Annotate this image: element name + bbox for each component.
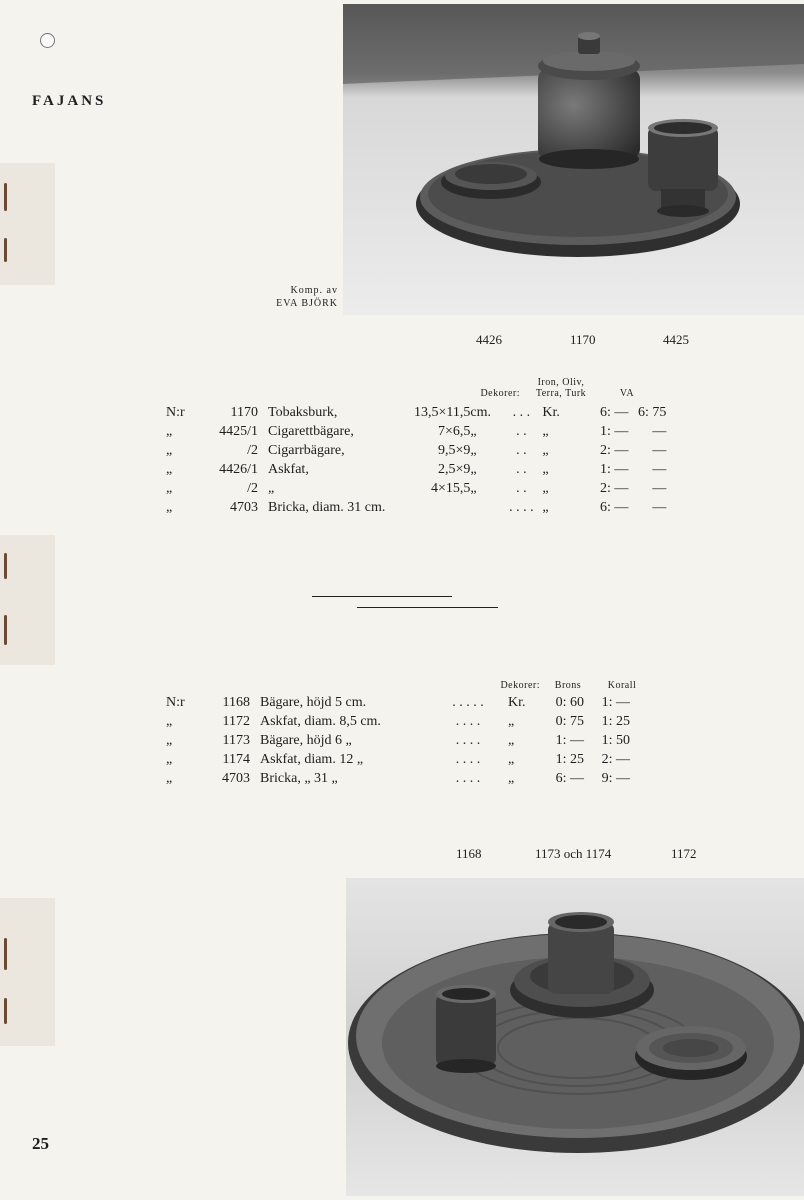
row-prefix: N:r [166,695,185,710]
price-decor-b: — [652,443,667,458]
leader-dots: . . . . [455,733,481,748]
price-decor-a: 0: 75 [555,714,584,729]
item-dimensions: 4×15,5 [431,481,471,496]
item-dimensions [385,497,470,516]
decor-header-a [522,377,600,399]
binding-mark [4,183,7,211]
dimension-unit: „ [470,424,477,439]
price-decor-a: 1: — [600,462,629,477]
item-name: Cigarrbägare, [268,443,345,458]
decor-header-b: Korall [607,680,637,691]
credit-line1: Komp. av [290,285,338,296]
binding-tab [0,535,55,665]
currency: „ [542,500,549,515]
row-prefix: „ [166,424,173,439]
leader-dots: . . [516,424,527,439]
leader-dots: . . . [512,405,531,420]
item-name: „ [268,481,275,496]
article-number: /2 [247,481,258,496]
top-product-photo [343,4,804,315]
dimension-unit: „ [470,443,477,458]
item-name: Bricka, diam. 31 cm. [268,500,386,515]
designer-credit [276,284,338,310]
bottom-photo-caption: 1172 [671,846,697,861]
currency: „ [542,481,549,496]
bottom-product-photo [346,878,804,1196]
price-decor-b: — [652,462,667,477]
price-decor-a: 0: 60 [555,695,584,710]
currency: „ [508,733,515,748]
leader-dots: . . [516,481,527,496]
dimension-unit: cm. [470,405,492,420]
table-row [166,730,630,749]
binding-mark [4,938,7,970]
price-table-1 [166,402,666,516]
row-prefix: „ [166,752,173,767]
decor-header-a: Brons [554,680,582,691]
row-prefix: „ [166,481,173,496]
article-number: 1172 [222,714,250,729]
item-dimensions: 13,5×11,5 [414,405,471,420]
decor-header-a-line1: Iron, Oliv, [537,377,585,388]
article-number: 1168 [222,695,250,710]
item-name: Cigarettbägare, [268,424,354,439]
table-row [166,692,630,711]
binding-tab [0,163,55,285]
binding-mark [4,998,7,1024]
currency: „ [542,462,549,477]
leader-dots: . . . . [455,771,481,786]
currency: Kr. [542,405,560,420]
article-number: 1170 [230,405,258,420]
price-decor-a: 6: — [600,500,629,515]
table-row [166,440,666,459]
top-photo-caption: 4426 [476,332,502,347]
price-decor-b: — [652,500,667,515]
decor-header-a-line2: Terra, Turk [535,388,587,399]
row-prefix: „ [166,500,173,515]
article-number: 4426/1 [219,462,258,477]
price-decor-a: 1: 25 [555,752,584,767]
table-row [166,768,630,787]
item-name: Bricka, „ 31 „ [260,771,338,786]
page-heading: FAJANS [32,93,107,109]
price-decor-b: — [652,481,667,496]
table-row [166,497,666,516]
price-decor-b: 9: — [601,771,630,786]
currency: „ [542,424,549,439]
dimension-unit [470,497,500,516]
item-name: Bägare, höjd 5 cm. [260,695,367,710]
price-decor-b: — [652,424,667,439]
credit-line2: EVA BJÖRK [276,298,338,309]
decor-header-b: VA [619,388,635,399]
row-prefix: „ [166,443,173,458]
dekorer-label: Dekorer: [500,680,540,691]
table-row [166,711,630,730]
leader-dots: . . . . [509,500,534,515]
row-prefix: N:r [166,405,185,420]
binding-mark [4,553,7,579]
price-decor-a: 1: — [555,733,584,748]
punch-hole [40,33,55,48]
price-decor-a: 1: — [600,424,629,439]
item-name: Askfat, diam. 12 „ [260,752,364,767]
currency: „ [542,443,549,458]
table-row [166,421,666,440]
leader-dots: . . . . [455,752,481,767]
row-prefix: „ [166,771,173,786]
currency: „ [508,771,515,786]
price-decor-a: 2: — [600,481,629,496]
row-prefix: „ [166,733,173,748]
price-decor-b: 2: — [601,752,630,767]
article-number: 4703 [230,500,258,515]
dimension-unit: „ [470,481,477,496]
leader-dots: . . [516,462,527,477]
price-table-2 [166,692,630,787]
price-decor-b: 1: — [601,695,630,710]
price-decor-a: 6: — [555,771,584,786]
item-name: Tobaksburk, [268,405,338,420]
dimension-unit: „ [470,462,477,477]
article-number: 1173 [222,733,250,748]
binding-mark [4,615,7,645]
item-dimensions: 9,5×9 [438,443,471,458]
table-row [166,459,666,478]
separator-rule [312,596,452,597]
article-number: /2 [247,443,258,458]
table-row [166,749,630,768]
article-number: 4703 [222,771,250,786]
item-name: Askfat, diam. 8,5 cm. [260,714,381,729]
bottom-photo-caption: 1168 [456,846,482,861]
currency: „ [508,752,515,767]
row-prefix: „ [166,462,173,477]
article-number: 1174 [222,752,250,767]
leader-dots: . . [516,443,527,458]
currency: Kr. [508,695,526,710]
dekorer-label: Dekorer: [480,388,520,399]
top-photo-caption: 1170 [570,332,596,347]
leader-dots: . . . . [455,714,481,729]
bottom-photo-caption: 1173 och 1174 [535,846,612,861]
item-name: Askfat, [268,462,309,477]
leader-dots: . . . . . [452,695,484,710]
top-photo-caption: 4425 [663,332,689,347]
price-decor-b: 6: 75 [638,405,667,420]
separator-rule [357,607,498,608]
table-row [166,402,666,421]
item-dimensions: 2,5×9 [438,462,471,477]
item-dimensions: 7×6,5 [438,424,471,439]
price-decor-b: 1: 50 [601,733,630,748]
table-row [166,478,666,497]
item-name: Bägare, höjd 6 „ [260,733,352,748]
binding-tab [0,898,55,1046]
price-decor-a: 2: — [600,443,629,458]
price-decor-b: 1: 25 [601,714,630,729]
price-decor-a: 6: — [600,405,629,420]
currency: „ [508,714,515,729]
binding-mark [4,238,7,262]
row-prefix: „ [166,714,173,729]
article-number: 4425/1 [219,424,258,439]
page-number: 25 [32,1134,49,1153]
